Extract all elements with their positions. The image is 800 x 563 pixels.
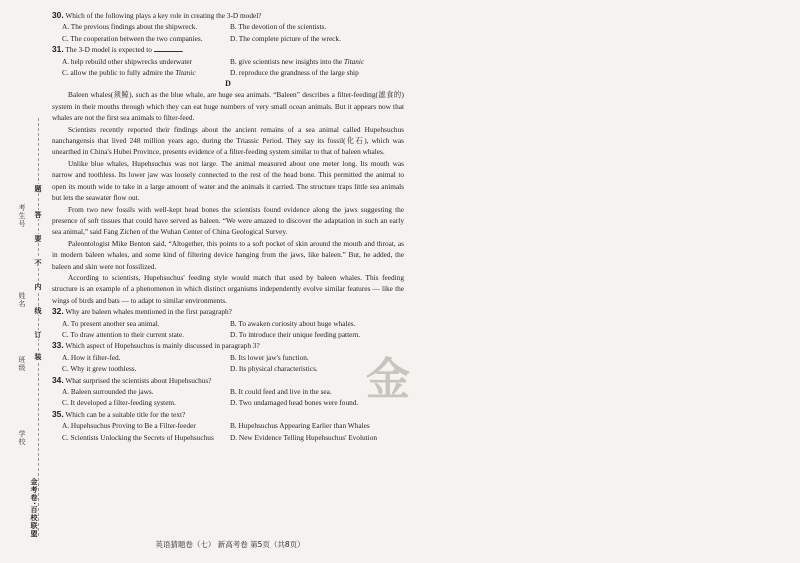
question-34 — [52, 375, 404, 409]
seal-char: 线 — [34, 307, 42, 314]
option-c: C. allow the public to fully admire the Titanic — [62, 68, 196, 78]
question-stem: Which can be a suitable title for the text? — [65, 409, 186, 419]
passage-paragraph: Unlike blue whales, Hupehsuchus was not large. The animal measured about one meter long. Its mouth was narrow and toothless. Its lower jaw was loosely connected to the rest of the head bone. This permitted the animal to open its mouth wide to take in a large amount of water and the animals it carried. The structure traps little sea animals but lets the seawater flow out. — [52, 158, 404, 203]
seal-char: 不 — [34, 259, 42, 266]
binding-margin — [0, 0, 58, 563]
question-31: 31. The 3-D model is expected to . A. help rebuild other shipwrecks underwater B. give scientists new insights into the Titanic C. allow the public to fully admire the Titanic D. reproduce the grandness of the large ship — [52, 44, 404, 78]
content-column — [52, 10, 404, 443]
passage-paragraph: According to scientists, Hupehsuchus' feeding style would match that used by baleen whales. This feeding structure is an example of a phenomenon in which distinct organisms independently evolve similar features — like the wings of birds and bats — to adapt to similar environments. — [52, 272, 404, 305]
question-30 — [52, 10, 404, 44]
passage-paragraph: Paleontologist Mike Benton said, “Altogether, this points to a soft pocket of skin around the mouth and throat, as in modern baleen whales, and some kind of filtering device hanging from the jaws, like baleen.” But, he added, the baleen and skin were not fossilized. — [52, 238, 404, 271]
option-d: D. New Evidence Telling Hupehsuchus' Evolution — [230, 432, 377, 442]
option-a: A. Baleen surrounded the jaws. — [62, 387, 154, 396]
seal-char: 题 — [34, 185, 42, 192]
option-c: C. It developed a filter-feeding system. — [62, 398, 176, 408]
question-stem: The 3-D model is expected to — [65, 45, 152, 55]
question-stem: What surprised the scientists about Hupehsuchus? — [65, 375, 212, 385]
passage-paragraph: Baleen whales(须鲸), such as the blue whale, are huge sea animals. “Baleen” describes a filter-feeding(滤食的) system in their mouths through which they can eat huge numbers of very small ocean animals. But it appears now that whales are not the first sea animals to filter-feed. — [52, 90, 404, 123]
passage-paragraph: From two new fossils with well-kept head bones the scientists found evidence along the jaws suggesting the presence of soft tissues that could have served as baleen. “We were amazed to discover the adaptation in such an early sea animal,” said Fang Zichen of the Wuhan Center of China Geological Survey. — [52, 204, 404, 237]
option-a: A. To present another sea animal. — [62, 318, 160, 328]
option-c: C. The cooperation between the two companies. — [62, 33, 203, 43]
option-b: B. The devotion of the scientists. — [230, 22, 327, 32]
option-d: D. Its physical characteristics. — [230, 364, 318, 374]
watermark-logo — [364, 350, 412, 406]
option-c: C. Why it grew toothless. — [62, 364, 137, 374]
option-a: A. How it filter-fed. — [62, 352, 121, 362]
question-35 — [52, 409, 404, 443]
page-footer: 英语猜题卷（七） 新高考卷 第5页（共8页） — [155, 540, 305, 549]
seal-char: 订 — [34, 331, 42, 338]
passage-paragraph: Scientists recently reported their findings about the ancient remains of a sea animal called Hupehsuchus nanchangensis that lived 248 million years ago, during the Triassic Period. They say its fossil(化石), which was unearthed in China's Hubei Province, presents evidence of a filter-feeding system similar to that of baleen whales. — [52, 124, 404, 157]
option-b: B. To awaken curiosity about huge whales. — [230, 318, 356, 328]
question-number: 32. — [52, 306, 64, 317]
seal-char: 答 — [34, 211, 42, 218]
answer-blank — [154, 44, 182, 52]
option-a: A. The previous findings about the shipwreck. — [62, 22, 198, 32]
question-33 — [52, 340, 404, 374]
option-b: B. give scientists new insights into the Titanic — [230, 56, 365, 66]
option-d: D. Two undamaged head bones were found. — [230, 398, 359, 408]
seal-char: 内 — [34, 283, 42, 290]
school-label: 学校 — [18, 430, 26, 446]
question-number: 30. — [52, 10, 64, 20]
brand-label: 金考卷·百校联盟 — [30, 478, 38, 538]
question-32 — [52, 306, 404, 340]
option-b: B. It could feed and live in the sea. — [230, 387, 332, 396]
class-label: 班级 — [18, 356, 26, 372]
option-a: A. Hupehsuchus Proving to Be a Filter-feeder — [62, 421, 196, 431]
option-b: B. Hupehsuchus Appearing Earlier than Whales — [230, 421, 370, 431]
seal-char: 装 — [34, 353, 42, 360]
watermark-glyph: 金 — [366, 354, 410, 405]
option-c: C. To draw attention to their current state. — [62, 329, 184, 339]
option-d: D. To introduce their unique feeding pattern. — [230, 329, 361, 339]
question-stem: Which of the following plays a key role in creating the 3-D model? — [65, 11, 262, 20]
question-number: 35. — [52, 408, 64, 419]
option-d: D. reproduce the grandness of the large ship — [230, 68, 359, 78]
exam-no-label: 考生号 — [18, 204, 26, 228]
option-c: C. Scientists Unlocking the Secrets of Hupehsuchus — [62, 432, 214, 442]
cut-line — [38, 118, 39, 536]
option-b: B. Its lower jaw's function. — [230, 352, 309, 362]
option-d: D. The complete picture of the wreck. — [230, 33, 341, 43]
question-stem: Why are baleen whales mentioned in the first paragraph? — [65, 307, 232, 317]
question-number: 34. — [52, 374, 64, 385]
question-stem: Which aspect of Hupehsuchus is mainly discussed in paragraph 3? — [65, 341, 260, 351]
question-number: 33. — [52, 340, 64, 351]
name-label: 姓名 — [18, 292, 26, 308]
section-heading: D — [225, 79, 231, 89]
seal-char: 要 — [34, 235, 42, 242]
option-a: A. help rebuild other shipwrecks underwater — [62, 56, 193, 66]
question-number: 31. — [52, 44, 64, 55]
